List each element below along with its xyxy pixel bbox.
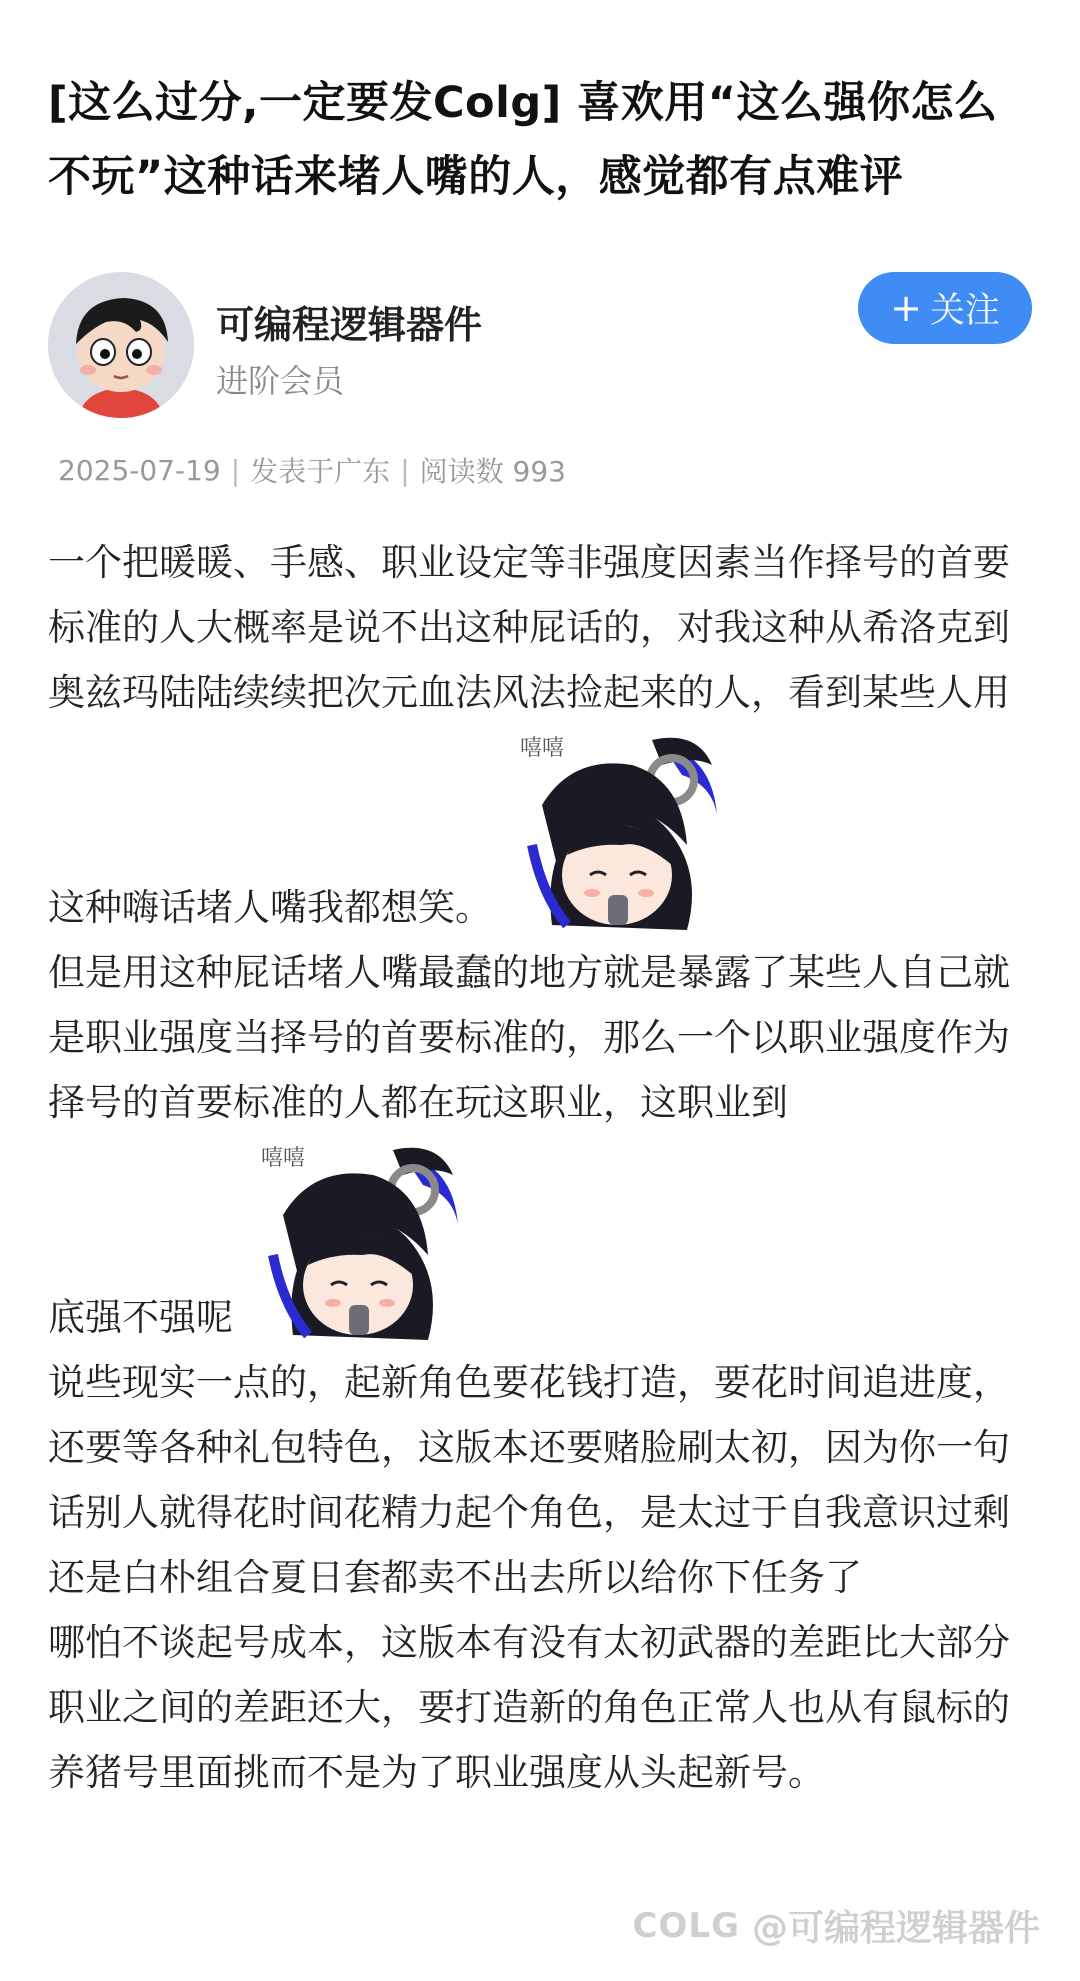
paragraph-3: 说些现实一点的，起新角色要花钱打造，要花时间追进度，还要等各种礼包特色，这版本还要赌脸刷太初，因为你一句话别人就得花时间花精力起个角色，是太过于自我意识过剩还是白朴组合夏日套都卖不出去所以给你下任务了: [48, 1361, 1010, 1599]
author-level-badge: 进阶会员: [216, 362, 345, 400]
meta-separator: |: [230, 453, 241, 487]
meta-separator: |: [400, 453, 410, 487]
anime-girl-sticker-icon: [512, 725, 722, 940]
paragraph-1-tail: 看到某些人用这种嗨话堵人嘴我都想笑。: [48, 671, 1010, 929]
sticker-image[interactable]: [253, 1135, 463, 1350]
author-name[interactable]: 可编程逻辑器件: [216, 303, 483, 347]
anime-girl-sticker-icon: [253, 1135, 463, 1350]
author-row: [48, 272, 1032, 422]
post-content: [48, 530, 1032, 1805]
paragraph-2-tail: 底强不强呢: [48, 1296, 233, 1339]
colg-logo: COLG: [632, 1905, 740, 1946]
watermark-handle: @可编程逻辑器件: [751, 1908, 1040, 1949]
follow-label: 关注: [929, 291, 1000, 331]
post-title: [这么过分,一定要发Colg] 喜欢用“这么强你怎么不玩”这种话来堵人嘴的人，感觉都有点难评: [48, 78, 998, 202]
post-location: 发表于广东: [250, 455, 391, 488]
site-watermark: [633, 1900, 1040, 1951]
plus-icon: +: [890, 286, 922, 330]
paragraph-1: [48, 530, 1032, 940]
paragraph-2-text: 但是用这种屁话堵人嘴最蠢的地方就是暴露了某些人自己就是职业强度当择号的首要标准的，那么一个以职业强度作为择号的首要标准的人都在玩这职业，这职业到: [48, 951, 1010, 1124]
paragraph-2: [48, 940, 1032, 1350]
paragraph-4: 哪怕不谈起号成本，这版本有没有太初武器的差距比大部分职业之间的差距还大，要打造新的角色正常人也从有鼠标的养猪号里面挑而不是为了职业强度从头起新号。: [48, 1621, 1010, 1794]
author-avatar[interactable]: [48, 272, 194, 418]
sticker-image[interactable]: [512, 725, 722, 940]
cartoon-boy-avatar-icon: [48, 272, 194, 418]
post-date: 2025-07-19: [58, 453, 221, 487]
sticker-caption: 嘻嘻: [520, 736, 565, 761]
post-meta: [48, 450, 1032, 490]
follow-button[interactable]: [858, 272, 1032, 344]
paragraph-1-text: 一个把暖暖、手感、职业设定等非强度因素当作择号的首要标准的人大概率是说不出这种屁话的，对我这种从希洛克到奥兹玛陆陆续续把次元血法风法捡起来的人，: [48, 541, 1010, 714]
sticker-caption: 嘻嘻: [261, 1146, 306, 1171]
post-read-count: 阅读数 993: [419, 455, 566, 488]
